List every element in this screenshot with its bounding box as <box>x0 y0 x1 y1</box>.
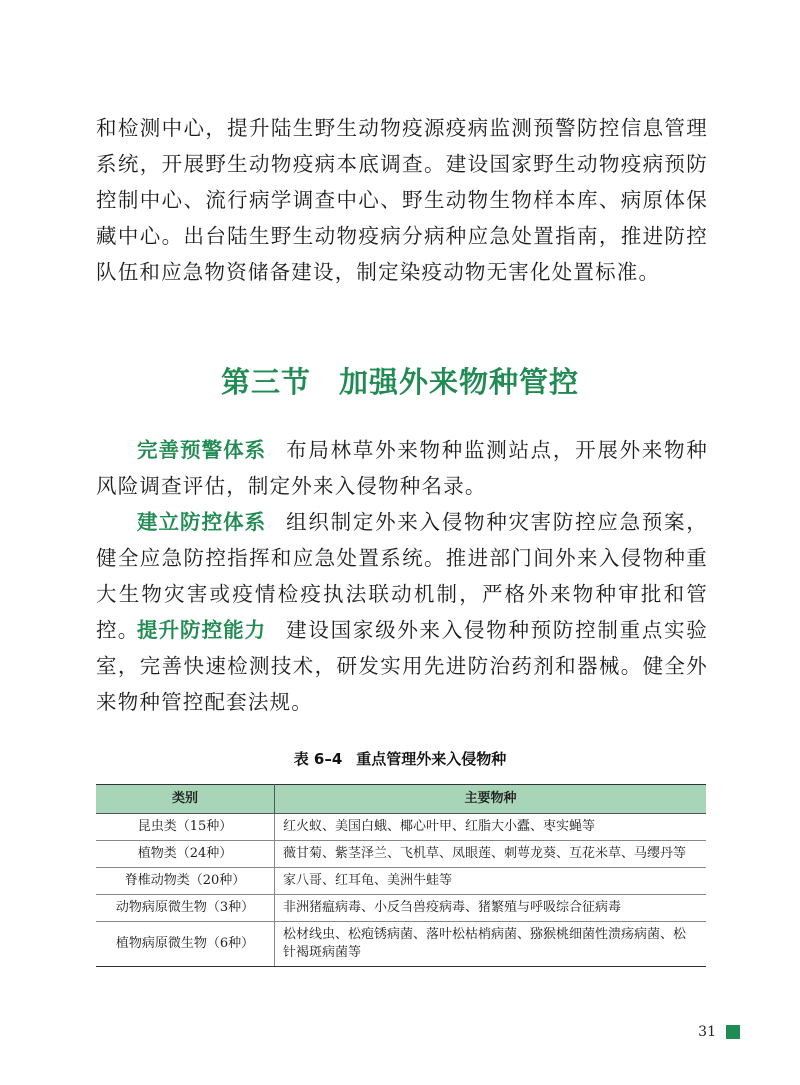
table-row <box>96 841 706 868</box>
table-row <box>96 868 706 895</box>
table-header-row <box>96 785 706 814</box>
table-header-category: 类别 <box>96 785 275 814</box>
table-caption-number: 表 6–4 <box>293 750 343 768</box>
table-row <box>96 895 706 922</box>
table-header-species: 主要物种 <box>275 785 707 814</box>
table-row <box>96 814 706 841</box>
paragraph-control-capacity <box>96 612 708 720</box>
table-cell-category: 植物病原微生物（6种） <box>96 922 275 967</box>
paragraph-text: 布局林草外来物种监测站点，开展外来物种风险调查评估，制定外来入侵物种名录。 <box>96 438 708 498</box>
table-cell-category: 动物病原微生物（3种） <box>96 895 275 922</box>
paragraph-text: 建设国家级外来入侵物种预防控制重点实验室，完善快速检测技术，研发实用先进防治药剂和器械。健全外来物种管控配套法规。 <box>96 618 708 714</box>
table-cell-species: 家八哥、红耳龟、美洲牛蛙等 <box>275 868 707 895</box>
page-marker-square <box>726 1025 740 1039</box>
table-caption-title: 重点管理外来入侵物种 <box>356 750 507 768</box>
table-cell-species: 红火蚁、美国白蛾、椰心叶甲、红脂大小蠹、枣实蝇等 <box>275 814 707 841</box>
table-cell-species: 松材线虫、松疱锈病菌、落叶松枯梢病菌、猕猴桃细菌性溃疡病菌、松针褐斑病菌等 <box>275 922 707 967</box>
table-cell-category: 脊椎动物类（20种） <box>96 868 275 895</box>
table-row <box>96 922 706 967</box>
table-cell-species: 薇甘菊、紫茎泽兰、飞机草、凤眼莲、刺萼龙葵、互花米草、马缨丹等 <box>275 841 707 868</box>
paragraph-text: 组织制定外来入侵物种灾害防控应急预案，健全应急防控指挥和应急处置系统。推进部门间外来入侵物种重大生物灾害或疫情检疫执法联动机制，严格外来物种审批和管控。 <box>96 510 708 642</box>
section-title <box>0 360 800 401</box>
paragraph-lead: 完善预警体系 <box>137 438 267 462</box>
table-cell-category: 昆虫类（15种） <box>96 814 275 841</box>
section-heading: 加强外来物种管控 <box>339 365 580 399</box>
table-cell-species: 非洲猪瘟病毒、小反刍兽疫病毒、猪繁殖与呼吸综合征病毒 <box>275 895 707 922</box>
paragraph-early-warning <box>96 432 708 504</box>
table-caption <box>0 748 800 769</box>
paragraph-lead: 建立防控体系 <box>137 510 267 534</box>
paragraph-lead: 提升防控能力 <box>137 618 267 642</box>
section-number: 第三节 <box>220 365 311 399</box>
invasive-species-table <box>96 784 706 967</box>
page-number: 31 <box>698 1024 716 1040</box>
intro-paragraph: 和检测中心，提升陆生野生动物疫源疫病监测预警防控信息管理系统，开展野生动物疫病本底调查。建设国家野生动物疫病预防控制中心、流行病学调查中心、野生动物生物样本库、病原体保藏中心。出台陆生野生动物疫病分病种应急处置指南，推进防控队伍和应急物资储备建设，制定染疫动物无害化处置标准。 <box>96 116 708 284</box>
table-cell-category: 植物类（24种） <box>96 841 275 868</box>
